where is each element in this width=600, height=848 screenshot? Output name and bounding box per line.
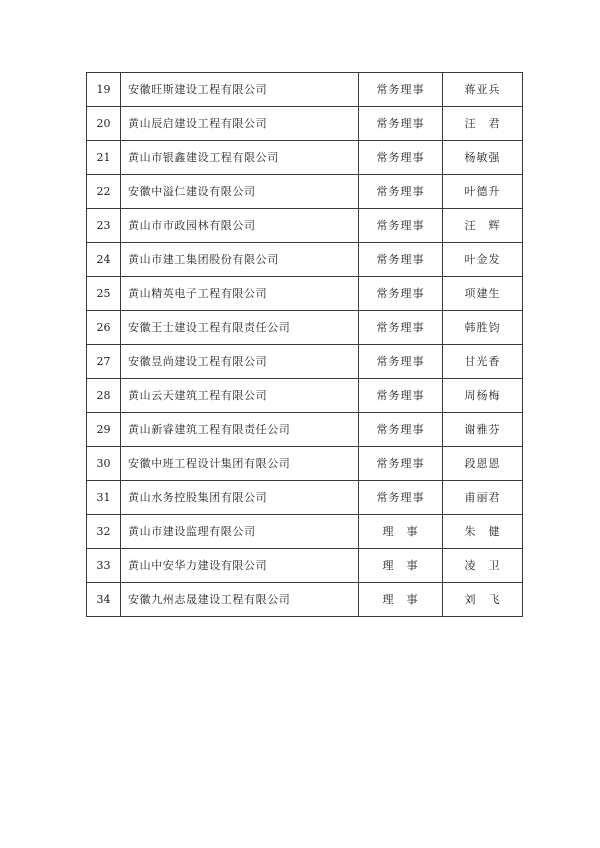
member-table: [86, 72, 523, 617]
member-role: 理 事: [359, 583, 443, 617]
company-name: 安徽九州志晟建设工程有限公司: [121, 583, 359, 617]
table-row: [87, 583, 523, 617]
row-number: 30: [87, 447, 121, 481]
table-row: [87, 141, 523, 175]
member-role: 常务理事: [359, 209, 443, 243]
table-row: [87, 311, 523, 345]
member-name: 汪 辉: [443, 209, 523, 243]
member-role: 常务理事: [359, 345, 443, 379]
row-number: 24: [87, 243, 121, 277]
member-role: 常务理事: [359, 107, 443, 141]
member-name: 段恩恩: [443, 447, 523, 481]
company-name: 黄山云天建筑工程有限公司: [121, 379, 359, 413]
member-name: 谢雅芬: [443, 413, 523, 447]
member-name: 杨敏强: [443, 141, 523, 175]
table-row: [87, 73, 523, 107]
company-name: 安徽中班工程设计集团有限公司: [121, 447, 359, 481]
row-number: 33: [87, 549, 121, 583]
company-name: 黄山水务控股集团有限公司: [121, 481, 359, 515]
member-role: 常务理事: [359, 277, 443, 311]
row-number: 25: [87, 277, 121, 311]
row-number: 32: [87, 515, 121, 549]
member-name: 叶德升: [443, 175, 523, 209]
company-name: 黄山市建设监理有限公司: [121, 515, 359, 549]
table-row: [87, 243, 523, 277]
company-name: 安徽中溢仁建设有限公司: [121, 175, 359, 209]
table-row: [87, 107, 523, 141]
company-name: 黄山市建工集团股份有限公司: [121, 243, 359, 277]
table-row: [87, 549, 523, 583]
company-name: 黄山精英电子工程有限公司: [121, 277, 359, 311]
row-number: 20: [87, 107, 121, 141]
row-number: 26: [87, 311, 121, 345]
member-role: 常务理事: [359, 243, 443, 277]
member-name: 汪 君: [443, 107, 523, 141]
company-name: 黄山新睿建筑工程有限责任公司: [121, 413, 359, 447]
member-role: 常务理事: [359, 379, 443, 413]
row-number: 21: [87, 141, 121, 175]
member-name: 凌 卫: [443, 549, 523, 583]
member-role: 理 事: [359, 549, 443, 583]
table-row: [87, 515, 523, 549]
member-role: 常务理事: [359, 413, 443, 447]
member-role: 常务理事: [359, 141, 443, 175]
member-name: 朱 健: [443, 515, 523, 549]
member-list-page: [86, 72, 511, 617]
row-number: 27: [87, 345, 121, 379]
member-role: 常务理事: [359, 175, 443, 209]
company-name: 安徽昱尚建设工程有限公司: [121, 345, 359, 379]
member-name: 甫丽君: [443, 481, 523, 515]
member-name: 叶金发: [443, 243, 523, 277]
member-role: 常务理事: [359, 311, 443, 345]
member-name: 蒋亚兵: [443, 73, 523, 107]
member-name: 项建生: [443, 277, 523, 311]
member-name: 韩胜钧: [443, 311, 523, 345]
member-role: 常务理事: [359, 447, 443, 481]
row-number: 34: [87, 583, 121, 617]
member-name: 刘 飞: [443, 583, 523, 617]
table-row: [87, 345, 523, 379]
table-row: [87, 379, 523, 413]
row-number: 28: [87, 379, 121, 413]
row-number: 29: [87, 413, 121, 447]
company-name: 黄山中安华力建设有限公司: [121, 549, 359, 583]
member-table-body: [87, 73, 523, 617]
row-number: 31: [87, 481, 121, 515]
member-name: 周杨梅: [443, 379, 523, 413]
company-name: 安徽旺斯建设工程有限公司: [121, 73, 359, 107]
table-row: [87, 209, 523, 243]
member-role: 常务理事: [359, 481, 443, 515]
member-name: 甘光香: [443, 345, 523, 379]
table-row: [87, 413, 523, 447]
table-row: [87, 447, 523, 481]
company-name: 黄山市银鑫建设工程有限公司: [121, 141, 359, 175]
table-row: [87, 277, 523, 311]
company-name: 安徽王士建设工程有限责任公司: [121, 311, 359, 345]
member-role: 常务理事: [359, 73, 443, 107]
row-number: 23: [87, 209, 121, 243]
company-name: 黄山市市政园林有限公司: [121, 209, 359, 243]
table-row: [87, 481, 523, 515]
table-row: [87, 175, 523, 209]
company-name: 黄山辰启建设工程有限公司: [121, 107, 359, 141]
member-role: 理 事: [359, 515, 443, 549]
row-number: 22: [87, 175, 121, 209]
row-number: 19: [87, 73, 121, 107]
